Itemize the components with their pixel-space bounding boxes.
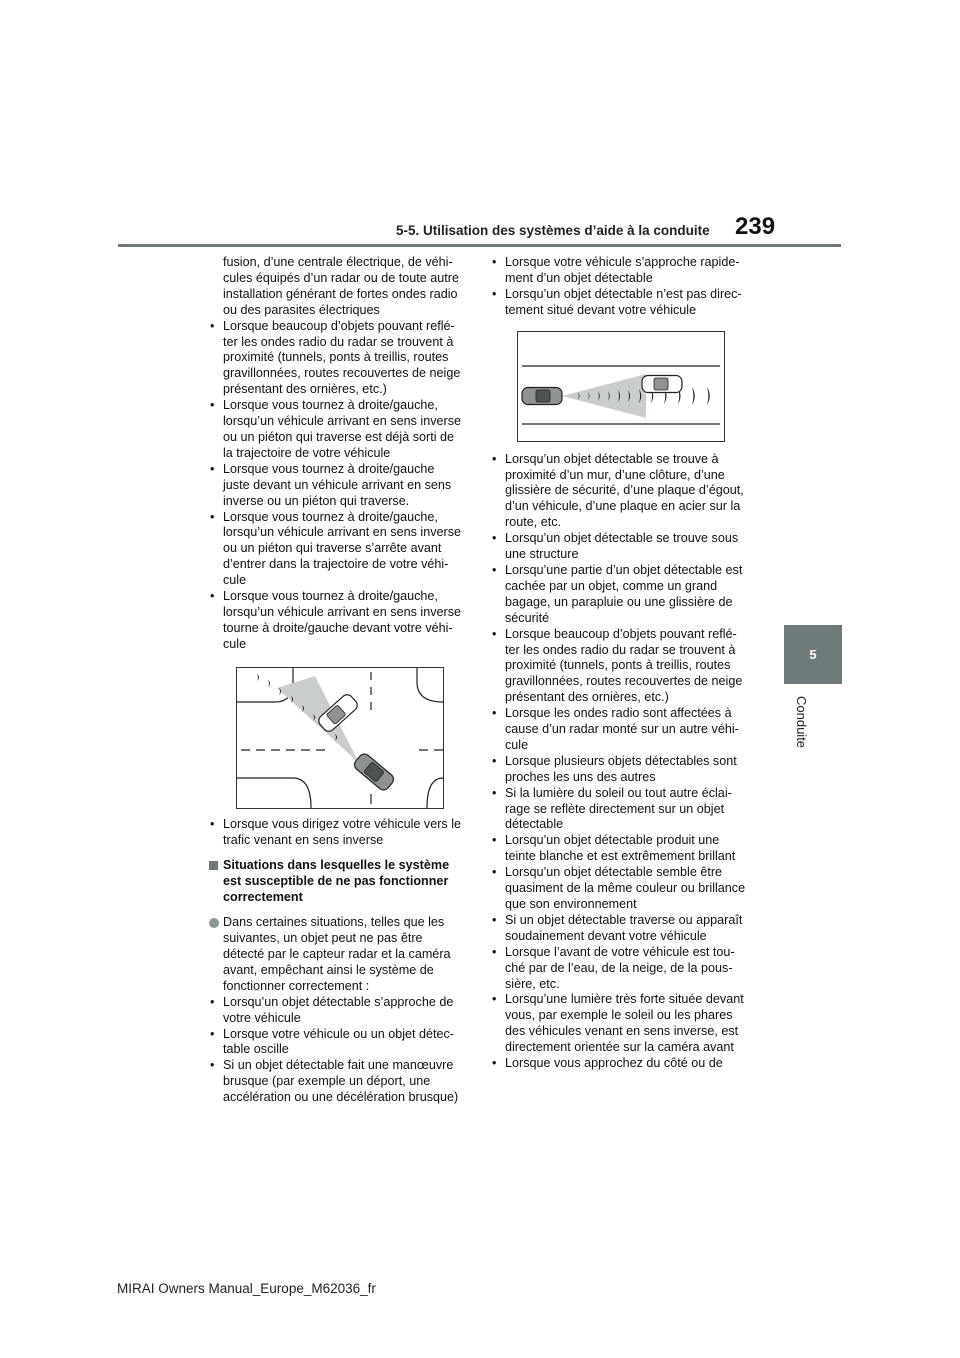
text-line: glissière de sécurité, d’une plaque d’égout,: [505, 483, 744, 498]
list-item: [209, 1058, 474, 1106]
text-line: lorsqu’un véhicule arrivant en sens inverse: [223, 414, 462, 429]
text-line: sécurité: [505, 610, 550, 625]
text-line: tourne à droite/gauche devant votre véhi-: [223, 620, 453, 635]
road-curb-bottom-right: [427, 778, 443, 808]
text-line: • Lorsqu’une partie d’un objet détectable est: [505, 562, 743, 577]
header-rule: [118, 244, 841, 247]
left-column: [209, 255, 474, 1106]
text-line: correctement: [223, 890, 303, 905]
list-item: [491, 287, 757, 319]
text-line: cachée par un objet, comme un grand: [505, 578, 718, 593]
list-item: [491, 913, 757, 945]
text-line: • Lorsque vous tournez à droite/gauche,: [223, 398, 438, 413]
list-item: [491, 833, 757, 865]
road-curb-top-left: [237, 668, 293, 702]
text-line: Dans certaines situations, telles que les: [223, 915, 445, 930]
text-line: votre véhicule: [223, 1010, 301, 1025]
chapter-tab[interactable]: [784, 625, 842, 684]
chapter-name: Conduite: [794, 696, 809, 749]
list-item: [209, 462, 474, 510]
text-line: une structure: [505, 547, 579, 562]
text-line: • Lorsqu’un objet détectable n’est pas direc-: [505, 286, 742, 301]
list-item: [491, 865, 757, 913]
text-line: teinte blanche et est extrêmement brillant: [505, 849, 736, 864]
list-item: [491, 786, 757, 834]
straight-road-diagram: [518, 332, 724, 441]
text-line: la trajectoire de votre véhicule: [223, 445, 391, 460]
list-item: [491, 706, 757, 754]
road-curb-top-right: [417, 668, 443, 702]
text-line: cule: [505, 737, 529, 752]
chapter-number: 5: [809, 647, 817, 662]
own-vehicle-icon: [522, 387, 562, 404]
text-line: tement situé devant votre véhicule: [505, 302, 697, 317]
text-line: avant, empêchant ainsi le système de: [223, 962, 434, 977]
text-line: ou un piéton qui traverse s’arrête avant: [223, 541, 442, 556]
radar-beam: [562, 374, 646, 418]
text-line: cules équipés d’un radar ou de toute autre: [223, 270, 459, 285]
text-line: trafic venant en sens inverse: [223, 832, 384, 847]
text-line: cule: [223, 573, 247, 588]
text-line: • Lorsque vous tournez à droite/gauche,: [223, 509, 438, 524]
text-line: que son environnement: [505, 897, 637, 911]
text-line: • Lorsqu’un objet détectable se trouve à: [505, 451, 719, 466]
list-item: [209, 1027, 474, 1059]
text-line: • Lorsque les ondes radio sont affectées à: [505, 706, 732, 721]
list-item: [209, 398, 474, 462]
text-line: ter les ondes radio du radar se trouvent à: [223, 334, 454, 349]
text-line: • Lorsque votre véhicule s’approche rapide-: [505, 255, 740, 269]
text-line: détecté par le capteur radar et la caméra: [223, 947, 451, 961]
list-item: [209, 817, 474, 849]
text-line: • Si un objet détectable traverse ou apparaît: [505, 912, 743, 927]
text-line: bagage, un parapluie ou une glissière de: [505, 594, 733, 609]
text-line: suivantes, un objet peut ne pas être: [223, 931, 423, 946]
text-line: directement orientée sur la caméra avant: [505, 1040, 734, 1055]
text-line: proximité (tunnels, ponts à treillis, routes: [223, 350, 449, 365]
road-curb-bottom-left: [237, 778, 311, 808]
text-line: ter les ondes radio du radar se trouvent à: [505, 642, 736, 657]
right-column: [491, 255, 757, 1072]
text-line: brusque (par exemple un déport, une: [223, 1074, 431, 1089]
text-line: • Lorsque vous approchez du côté ou de: [505, 1056, 723, 1071]
text-line: cause d’un radar monté sur un autre véhi-: [505, 722, 739, 737]
list-item: [491, 754, 757, 786]
section-header-title: 5-5. Utilisation des systèmes d’aide à la conduite: [396, 223, 710, 238]
text-line: • Lorsqu’un objet détectable s’approche de: [223, 994, 454, 1009]
offset-vehicle-illustration: [517, 331, 725, 442]
list-item: [491, 452, 757, 532]
turning-intersection-illustration: [236, 667, 444, 809]
text-line: gravillonnées, routes recouvertes de neige: [505, 674, 743, 689]
section-heading: [209, 858, 474, 906]
text-line: inverse ou un piéton qui traverse.: [223, 493, 410, 508]
text-line: • Lorsque votre véhicule ou un objet détec-: [223, 1026, 455, 1041]
list-item: [209, 995, 474, 1027]
text-line: • Lorsque beaucoup d’objets pouvant reflé-: [223, 318, 455, 333]
list-item: [491, 627, 757, 707]
list-item: [209, 589, 474, 653]
text-line: • Lorsque vous tournez à droite/gauche: [223, 461, 435, 476]
text-line: juste devant un véhicule arrivant en sens: [223, 477, 452, 492]
text-line: • Si la lumière du soleil ou tout autre éclai-: [505, 785, 732, 800]
text-line: des véhicules venant en sens inverse, est: [505, 1024, 739, 1039]
text-line: soudainement devant votre véhicule: [505, 928, 707, 943]
list-item: [491, 945, 757, 993]
footer-manual-id: MIRAI Owners Manual_Europe_M62036_fr: [117, 1281, 376, 1296]
page-number: 239: [735, 213, 776, 240]
text-line: • Lorsque l’avant de votre véhicule est tou-: [505, 944, 735, 959]
list-item: [491, 992, 757, 1056]
text-line: installation générant de fortes ondes radio: [223, 286, 458, 301]
list-item: [491, 255, 757, 287]
text-line: lorsqu’un véhicule arrivant en sens inverse: [223, 525, 462, 540]
text-line: table oscille: [223, 1042, 289, 1057]
paragraph-circle-icon: [209, 918, 219, 928]
intro-continuation: [209, 255, 474, 319]
text-line: proximité (tunnels, ponts à treillis, routes: [505, 658, 731, 673]
text-line: accélération ou une décélération brusque): [223, 1090, 459, 1105]
text-line: • Lorsque beaucoup d’objets pouvant reflé-: [505, 626, 737, 641]
intersection-diagram: [237, 668, 443, 808]
target-vehicle-icon: [642, 375, 682, 392]
section-paragraph: [209, 915, 474, 995]
text-line: • Lorsqu’une lumière très forte située devant: [505, 992, 744, 1007]
text-line: quasiment de la même couleur ou brillance: [505, 881, 746, 896]
text-line: proches les uns des autres: [505, 769, 656, 784]
text-line: ou des parasites électriques: [223, 302, 380, 317]
list-item: [491, 1056, 757, 1072]
text-line: route, etc.: [505, 515, 562, 530]
text-line: rage se reflète directement sur un objet: [505, 801, 725, 816]
text-line: d’un véhicule, d’une plaque en acier sur la: [505, 499, 741, 514]
text-line: vous, par exemple le soleil ou les phares: [505, 1008, 733, 1023]
text-line: ou un piéton qui traverse est déjà sorti de: [223, 429, 455, 444]
text-line: lorsqu’un véhicule arrivant en sens inverse: [223, 604, 462, 619]
text-line: • Si un objet détectable fait une manœuvre: [223, 1058, 454, 1073]
own-vehicle-icon: [352, 751, 396, 792]
text-line: détectable: [505, 817, 564, 832]
text-line: proximité d’un mur, d’une clôture, d’une: [505, 467, 725, 482]
text-line: présentant des ornières, etc.): [505, 690, 669, 705]
text-line: présentant des ornières, etc.): [223, 382, 387, 397]
text-line: • Lorsqu’un objet détectable se trouve sous: [505, 531, 739, 546]
text-line: • Lorsque vous dirigez votre véhicule vers le: [223, 816, 462, 831]
text-line: fonctionner correctement :: [223, 978, 370, 993]
heading-square-icon: [209, 861, 218, 870]
text-line: • Lorsque vous tournez à droite/gauche,: [223, 589, 438, 604]
text-line: ché par de l’eau, de la neige, de la pous-: [505, 960, 733, 975]
text-line: d’entrer dans la trajectoire de votre véhi-: [223, 557, 449, 572]
list-item: [209, 510, 474, 590]
text-line: gravillonnées, routes recouvertes de neige: [223, 366, 461, 381]
text-line: • Lorsque plusieurs objets détectables sont: [505, 753, 737, 768]
text-line: Situations dans lesquelles le système: [223, 858, 450, 873]
text-line: ment d’un objet détectable: [505, 270, 653, 285]
list-item: [209, 319, 474, 399]
text-line: sière, etc.: [505, 976, 560, 991]
text-line: cule: [223, 636, 247, 651]
text-line: • Lorsqu’un objet détectable semble être: [505, 865, 723, 880]
text-line: • Lorsqu’un objet détectable produit une: [505, 833, 720, 848]
text-line: fusion, d’une centrale électrique, de véhi-: [223, 255, 453, 269]
list-item: [491, 531, 757, 563]
list-item: [491, 563, 757, 627]
text-line: est susceptible de ne pas fonctionner: [223, 874, 449, 889]
